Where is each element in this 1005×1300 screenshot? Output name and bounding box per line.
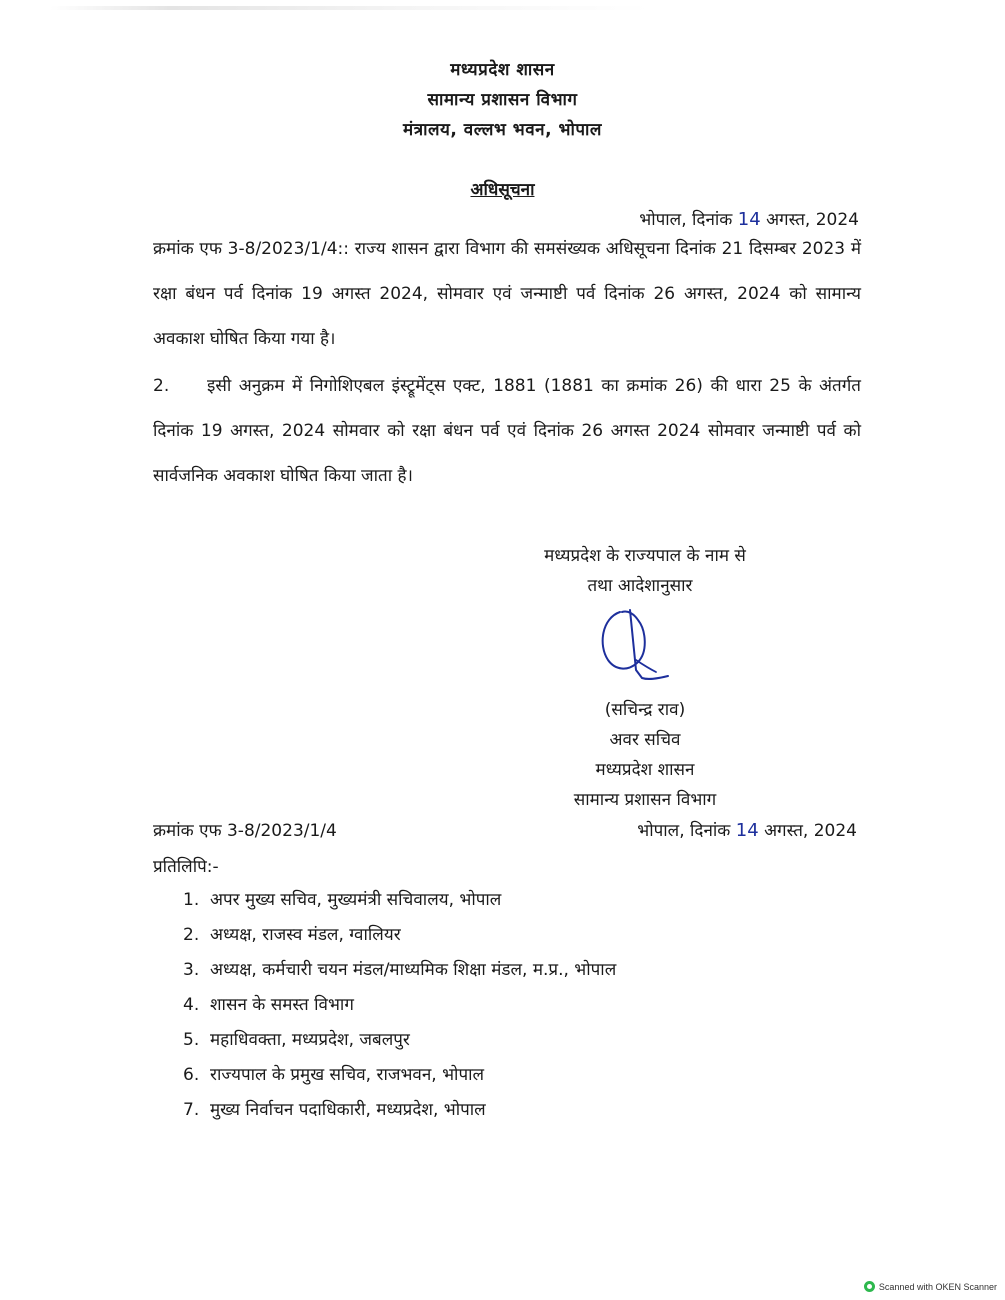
- list-item-number: 4.: [183, 995, 200, 1015]
- reference-number: क्रमांक एफ 3-8/2023/1/4: [153, 821, 337, 841]
- header-department: सामान्य प्रशासन विभाग: [427, 90, 578, 110]
- list-item-number: 5.: [183, 1030, 200, 1050]
- list-item: [183, 1063, 616, 1098]
- header-govt: मध्यप्रदेश शासन: [450, 60, 555, 80]
- list-item-text: अध्यक्ष, राजस्व मंडल, ग्वालियर: [210, 925, 401, 945]
- order-line: तथा आदेशानुसार: [587, 576, 693, 596]
- officer-govt: मध्यप्रदेश शासन: [595, 760, 695, 780]
- list-item-text: राज्यपाल के प्रमुख सचिव, राजभवन, भोपाल: [210, 1065, 485, 1085]
- list-item-number: 6.: [183, 1065, 200, 1085]
- handwritten-signature: [590, 600, 680, 690]
- notice-title: अधिसूचना: [470, 180, 535, 200]
- reference-date-suffix: अगस्त, 2024: [764, 821, 857, 841]
- reference-date-day: 14: [735, 820, 759, 841]
- paragraph-2-text: इसी अनुक्रम में निगोशिएबल इंस्ट्रूमेंट्स एक्ट, 1881 (1881 का क्रमांक 26) की धारा 25 के अंतर्गत दिनांक 19 अगस्त, 2024 सोमवार को रक्षा बंधन पर्व एवं दिनांक 26 अगस्त 2024 सोमवार जन्माष्टी पर्व को सार्वजनिक अवकाश घोषित किया जाता है।: [153, 376, 861, 486]
- list-item-text: अपर मुख्य सचिव, मुख्यमंत्री सचिवालय, भोपाल: [210, 890, 502, 910]
- header-address: मंत्रालय, वल्लभ भवन, भोपाल: [403, 120, 602, 140]
- scanner-watermark: [864, 1281, 997, 1292]
- scan-artifact: [50, 6, 650, 10]
- reference-date: [637, 818, 857, 841]
- scanner-logo-icon: [864, 1281, 875, 1292]
- list-item: [183, 923, 616, 958]
- list-item-number: 3.: [183, 960, 200, 980]
- notice-date-day: 14: [737, 209, 761, 230]
- copy-to-title: प्रतिलिपि:-: [153, 857, 219, 877]
- list-item: [183, 1098, 616, 1133]
- list-item: [183, 1028, 616, 1063]
- reference-date-prefix: भोपाल, दिनांक: [637, 821, 731, 841]
- scanner-label: Scanned with OKEN Scanner: [878, 1281, 997, 1292]
- list-item-number: 1.: [183, 890, 200, 910]
- officer-name: (सचिन्द्र राव): [604, 700, 686, 720]
- list-item-text: मुख्य निर्वाचन पदाधिकारी, मध्यप्रदेश, भोपाल: [210, 1100, 486, 1120]
- list-item: [183, 993, 616, 1028]
- list-item-text: अध्यक्ष, कर्मचारी चयन मंडल/माध्यमिक शिक्षा मंडल, म.प्र., भोपाल: [210, 960, 617, 980]
- authority-line: मध्यप्रदेश के राज्यपाल के नाम से: [544, 546, 746, 566]
- notice-date-suffix: अगस्त, 2024: [766, 210, 859, 230]
- notice-date-prefix: भोपाल, दिनांक: [639, 210, 733, 230]
- list-item: [183, 888, 616, 923]
- list-item-text: शासन के समस्त विभाग: [210, 995, 354, 1015]
- copy-to-list: [183, 888, 616, 1133]
- officer-designation: अवर सचिव: [609, 730, 681, 750]
- list-item-text: महाधिवक्ता, मध्यप्रदेश, जबलपुर: [210, 1030, 410, 1050]
- list-item: [183, 958, 616, 993]
- list-item-number: 2.: [183, 925, 200, 945]
- officer-department: सामान्य प्रशासन विभाग: [573, 790, 717, 810]
- body-paragraph-1: क्रमांक एफ 3-8/2023/1/4:: राज्य शासन द्वारा विभाग की समसंख्यक अधिसूचना दिनांक 21 दिसम्बर 2023 में रक्षा बंधन पर्व दिनांक 19 अगस्त 2024, सोमवार एवं जन्माष्टी पर्व दिनांक 26 अगस्त, 2024 को सामान्य अवकाश घोषित किया गया है।: [153, 239, 861, 349]
- paragraph-number: 2.: [153, 376, 170, 396]
- list-item-number: 7.: [183, 1100, 200, 1120]
- body-paragraph-2: [153, 364, 861, 499]
